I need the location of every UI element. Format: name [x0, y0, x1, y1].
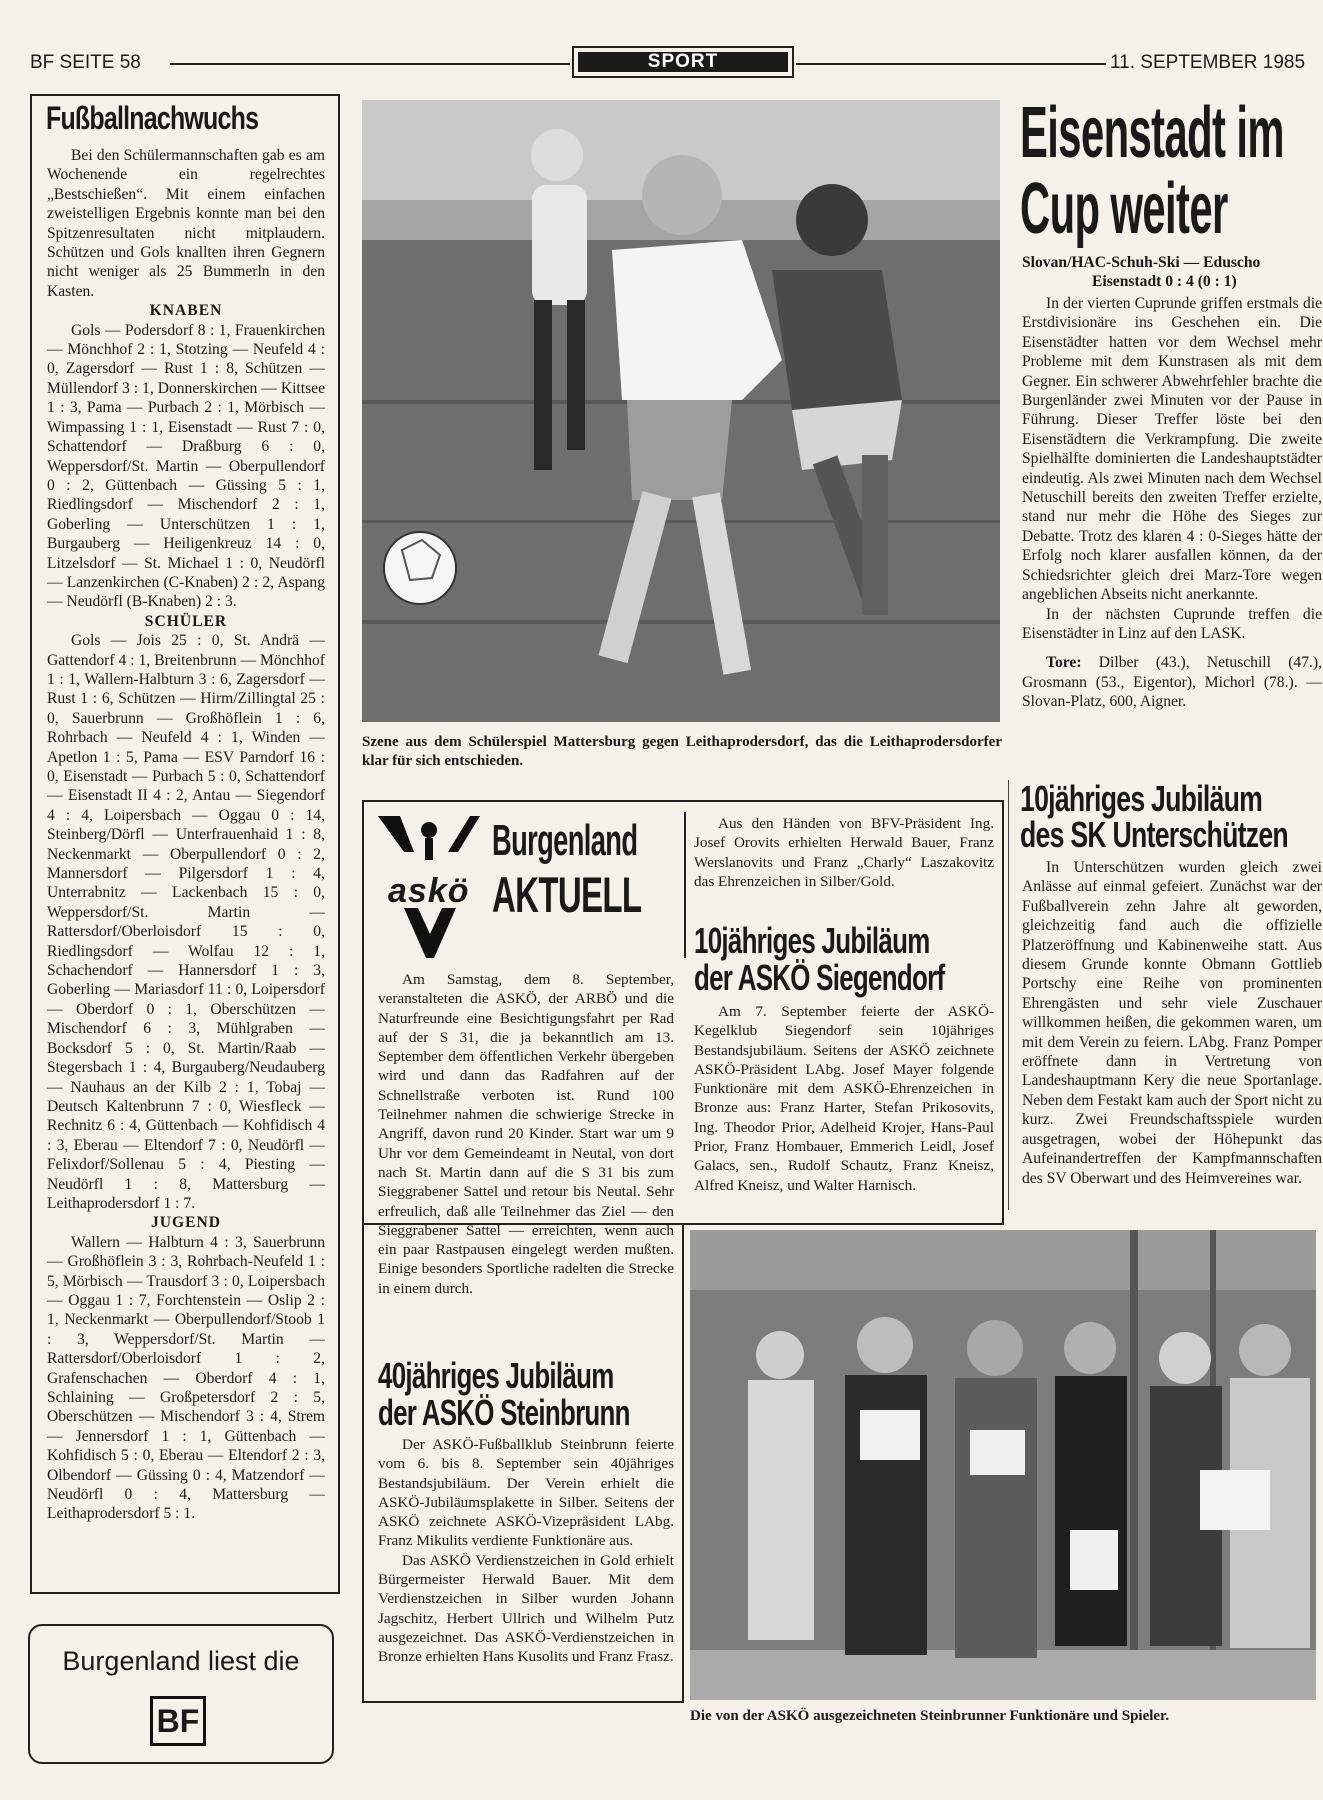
askoe-aktuell-box — [362, 800, 1004, 1297]
askoe-logo-text: askö — [388, 872, 470, 910]
match-report-paragraph-1: In der vierten Cuprunde griffen erstmals die Erstdivisionäre ins Geschehen ein. Die Eisenstädter hatten vor dem Wechsel mehr Probleme mit dem Kunstrasen als mit dem Gegner. Ein schwerer Abwehrfehler brachte die Burgenländer zwei Minuten vor der Pause in Führung. Dieser Treffer löste bei den Eisenstädtern die Verkrampfung. Die zweite Spielhälfte dominierten die Landeshauptstädter eindeutig. Als zwei Minuten nach dem Wechsel Netuschill bereits den zweiten Treffer erzielte, stand nur mehr die Höhe des Sieges zur Debatte. Trotz des klaren 4 : 0-Sieges hätte der Erfolg noch klarer ausfallen können, da der Schiedsrichter gleich drei Marz-Tore wegen angeblichen Abseits nicht anerkannte. — [1022, 295, 1322, 604]
youth-football-box — [30, 94, 340, 1594]
match-subtitle — [1022, 253, 1322, 291]
logo-divider — [684, 812, 686, 958]
header-rule-left — [170, 63, 570, 65]
newspaper-ad — [28, 1624, 334, 1764]
results-jugend: Wallern — Halbturn 4 : 3, Sauerbrunn — Großhöflein 3 : 3, Rohrbach-Neufeld 1 : 5, Mörbisch — Trausdorf 3 : 0, Loipersbach — Oggau 1 : 7, Forchtenstein — Oslip 2 : 1, Neckenmarkt — Oberpullendorf/Stoob 1 : 3, Weppersdorf/St. Martin — Rattersdorf/Oberloisdorf 1 : 2, Grafenschachen — Oberdorf 4 : 1, Schlaining — Großpetersdorf 2 : 5, Oberschützen — Mischendorf 3 : 4, Strem — Jennersdorf 1 : 1, Güttenbach — Kohfidisch 5 : 0, Eberau — Eltendorf 2 : 3, Olbendorf — Güssing 0 : 4, Matzendorf — Neudörfl 0 : 4, Mattersburg — Leithaprodersdorf 5 : 1. — [47, 1233, 325, 1523]
brand-line-2: AKTUELL — [492, 867, 642, 923]
brand-line-1: Burgenland — [492, 816, 638, 865]
bike-tour-text: Am Samstag, dem 8. September, veranstalteten die ASKÖ, der ARBÖ und die Naturfreunde eine Besichtigungsfahrt per Rad auf der S 31, die ja bekanntlich am 13. September dem öffentlichen Verkehr übergeben wird und dann das Radfahren auf der Schnellstraße verboten ist. Rund 100 Teilnehmer nahmen die schwierige Strecke in Angriff, davon rund 20 Kinder. Start war um 9 Uhr vor dem Gemeindeamt in Neutal, von dort nach St. Martin dann auf die S 31 bis zum Sieggrabener Sattel und retour bis Neutal. Sehr erfreulich, daß alle Teilnehmer das Ziel — den Sieggrabener Sattel — erreichten, wenn auch ein paar Rastpausen eingelegt werden mußten. Einige besonders Sportliche radelten die Strecke in einem durch. — [378, 971, 674, 1297]
article-title-line1: Eisenstadt im — [1020, 93, 1284, 173]
steinbrunn-title-line1: 40jähriges Jubiläum — [378, 1355, 614, 1396]
article-title: Fußballnachwuchs — [46, 100, 259, 136]
column-divider — [1008, 780, 1009, 1210]
page-number: BF SEITE 58 — [30, 52, 141, 73]
honor-article — [694, 814, 994, 891]
goals-text: Dilber (43.), Netuschill (47.), Grosmann (53., Eigentor), Michorl (78.). — Slovan-Platz, 600, Aigner. — [1022, 654, 1322, 711]
steinbrunn-title-line2: der ASKÖ Steinbrunn — [378, 1392, 630, 1433]
section-label-box — [572, 46, 794, 78]
results-knaben: Gols — Podersdorf 8 : 1, Frauenkirchen — Mönchhof 2 : 1, Stotzing — Neufeld 4 : 0, Zagersdorf — Rust 1 : 8, Schützen — Müllendorf 3 : 1, Donnerskirchen — Kittsee 1 : 3, Pama — Purbach 2 : 1, Mörbisch — Wimpassing 1 : 1, Eisenstadt — Rust 7 : 0, Schattendorf — Draßburg 6 : 0, Weppersdorf/St. Martin — Oberpullendorf 0 : 2, Güttenbach — Güssing 5 : 1, Riedlingsdorf — Mischendorf 2 : 1, Goberling — Unterschützen 1 : 1, Burgauberg — Heiligenkreuz 14 : 0, Litzelsdorf — St. Michael 1 : 0, Neudörfl — Lanzenkirchen (C-Knaben) 2 : 2, Aspang — Neudörfl (B-Knaben) 2 : 3. — [47, 321, 325, 611]
section-label: SPORT — [578, 52, 788, 72]
ad-slogan: Burgenland liest die — [62, 1646, 300, 1676]
header-rule-right — [796, 63, 1106, 65]
article-intro: Bei den Schülermannschaften gab es am Wochenende ein regelrechtes „Bestschießen“. Mit einem einfachen zweistelligen Ergebnis konnte man bei den Spitzenresultaten nicht mitplaudern. Schützen und Gols knallten ihren Gegnern nicht weniger als 25 Bummerln in den Kasten. — [47, 147, 325, 300]
steinbrunn-paragraph-1: Der ASKÖ-Fußballklub Steinbrunn feierte vom 6. bis 8. September sein 40jähriges Bestandsjubiläum. Der Verein erhielt die ASKÖ-Jubiläumsplakette in Silber. Seitens der ASKÖ zeichnete ASKÖ-Vizepräsident LAbg. Franz Mikulits verdiente Funktionäre aus. — [378, 1436, 674, 1550]
steinbrunn-group-photo — [690, 1230, 1316, 1700]
photo-group-illustration — [690, 1230, 1316, 1700]
photo-caption-match: Szene aus dem Schülerspiel Mattersburg gegen Leithaprodersdorf, das die Leithaprodersdorfer klar für sich entschieden. — [362, 734, 1002, 769]
siegendorf-title-line2: der ASKÖ Siegendorf — [694, 957, 945, 998]
section-heading-schueler: SCHÜLER — [144, 612, 228, 630]
bf-logo: BF — [150, 1696, 206, 1746]
goals-label: Tore: — [1046, 654, 1082, 672]
photo-caption-group: Die von der ASKÖ ausgezeichneten Steinbrunner Funktionäre und Spieler. — [690, 1708, 1170, 1724]
unterschuetzen-text: In Unterschützen wurden gleich zwei Anlässe auf einmal gefeiert. Zunächst war der Fußballverein zehn Jahre alt geworden, gleichzeitig fand auch die offizielle Platzeröffnung und Kabinenweihe statt. Aus diesem Grunde konnte Obmann Gottlieb Portschy eine Reihe von prominenten Ehrengästen und sehr viele Zuschauer willkommen heißen, die gekommen waren, um mit dem Verein zu feiern. LAbg. Franz Pomper eröffnete dann in Vertretung von Landeshauptmann Kery die neue Sportanlage. Neben dem Festakt kam auch der Sport nicht zu kurz. Zwei Freundschaftsspiele wurden ausgetragen, wobei der Höhepunkt das Aufeinandertreffen der Kampfmannschaften des SV Oberwart und des Heimvereines war. — [1022, 859, 1322, 1187]
match-report-paragraph-2: In der nächsten Cuprunde treffen die Eisenstädter in Linz auf den LASK. — [1022, 605, 1322, 642]
youth-match-photo — [362, 100, 1000, 722]
issue-date: 11. SEPTEMBER 1985 — [1110, 52, 1306, 73]
honor-text: Aus den Händen von BFV-Präsident Ing. Josef Orovits erhielten Herwald Bauer, Franz Werslanovits und Franz „Charly“ Laszakovitz das Ehrenzeichen in Silber/Gold. — [694, 815, 994, 890]
match-subtitle-line2: Eisenstadt 0 : 4 (0 : 1) — [1092, 273, 1237, 290]
unterschuetzen-title-line1: 10jähriges Jubiläum — [1020, 778, 1263, 819]
siegendorf-title-line1: 10jähriges Jubiläum — [694, 920, 930, 961]
steinbrunn-paragraph-2: Das ASKÖ Verdienstzeichen in Gold erhielt Bürgermeister Herwald Bauer. Mit dem Verdienstzeichen in Silber wurden Johann Jagschitz, Herbert Ullrich und Wilhelm Putz ausgezeichnet. Das ASKÖ-Verdienstzeichen in Bronze erhielten Hans Kusolits und Franz Frasz. — [378, 1551, 674, 1666]
article-title-line2: Cup weiter — [1020, 169, 1228, 249]
unterschuetzen-title-line2: des SK Unterschützen — [1020, 814, 1288, 855]
unterschuetzen-article — [1022, 858, 1322, 1188]
section-heading-jugend: JUGEND — [150, 1214, 222, 1232]
steinbrunn-article — [378, 1435, 674, 1667]
askoe-logo-area — [374, 812, 694, 958]
match-subtitle-line1: Slovan/HAC-Schuh-Ski — Eduscho — [1022, 254, 1261, 271]
match-report — [1022, 294, 1322, 712]
section-heading-knaben: KNABEN — [149, 302, 223, 320]
siegendorf-text: Am 7. September feierte der ASKÖ-Kegelklub Siegendorf sein 10jähriges Bestandsjubiläum. Seitens der ASKÖ zeichnete ASKÖ-Präsident LAbg. Josef Mayer folgende Funktionäre mit dem ASKÖ-Ehrenzeichen in Bronze aus: Franz Harter, Stefan Prikosovits, Ing. Theodor Prior, Adelheid Krojer, Hans-Paul Prior, Franz Hombauer, Emmerich Leidl, Josef Galacs, sen., Rudolf Schautz, Franz Kneisz, Alfred Kneisz, und Walter Harnisch. — [694, 1003, 994, 1194]
siegendorf-article — [694, 1002, 994, 1195]
steinbrunn-box — [362, 1225, 684, 1703]
photo-players-illustration — [362, 100, 1000, 722]
results-schueler: Gols — Jois 25 : 0, St. Andrä — Gattendorf 4 : 1, Breitenbrunn — Mönchhof 1 : 1, Wallern-Halbturn 3 : 6, Zagersdorf — Rust 1 : 6, Schützen — Hirm/Zillingtal 25 : 0, Sauerbrunn — Großhöflein 1 : 6, Rohrbach — Neufeld 4 : 1, Winden — Apetlon 1 : 5, Pama — ESV Parndorf 16 : 0, Eisenstadt — Purbach 5 : 0, Schattendorf — Eisenstadt II 4 : 2, Antau — Siegendorf 4 : 4, Loipersbach — Oggau 0 : 14, Steinberg/Dörfl — Unterfrauenhaid 1 : 8, Neckenmarkt — Oberpullendorf 0 : 2, Mannersdorf — Pilgersdorf 1 : 4, Unterrabnitz — Lackenbach 15 : 0, Weppersdorf/St. Martin — Rattersdorf/Oberloisdorf 15 : 0, Riedlingsdorf — Wolfau 12 : 1, Schachendorf — Hannersdorf 1 : 3, Goberling — Mariasdorf 11 : 0, Loipersdorf — Oberdorf 0 : 1, Oberschützen — Mischendorf 6 : 3, Mühlgraben — Bocksdorf 5 : 0, St. Martin/Raab — Stegersbach 1 : 4, Burgauberg/Neudauberg — Nauhaus an der Kilb 2 : 1, Tobaj — Deutsch Kaltenbrunn 7 : 0, Wiesfleck — Rechnitz 6 : 4, Güttenbach — Kohfidisch 4 : 3, Eberau — Eltendorf 7 : 0, Neudörfl — Felixdorf/Sollenau 5 : 4, Piesting — Neudörfl 1 : 8, Mattersburg — Leithaprodersdorf 1 : 7. — [47, 632, 325, 1212]
